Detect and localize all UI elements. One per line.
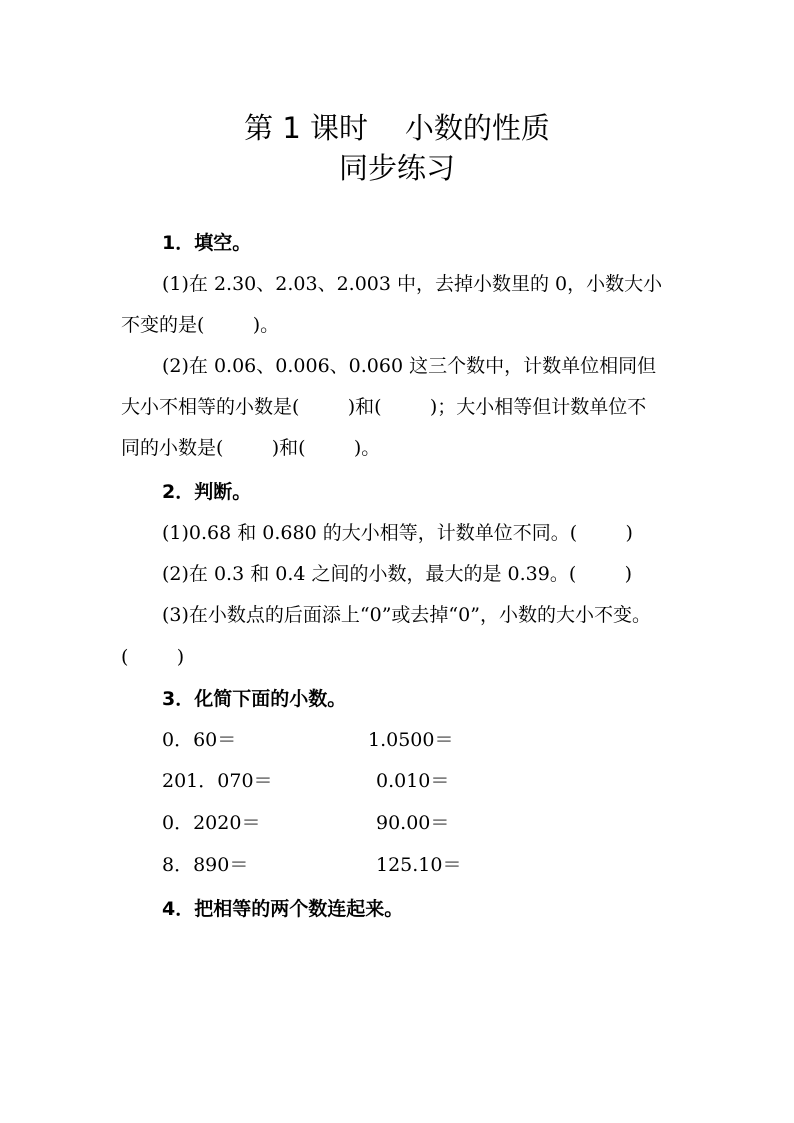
page-title: 第 1 课时 小数的性质 (244, 111, 550, 145)
question-1-part-1-line-2: 不变的是( )。 (121, 314, 280, 336)
question-2-item-3-line-1: (3)在小数点的后面添上“0”或去掉“0”，小数的大小不变。 (162, 604, 651, 626)
simplify-row-4-right: 125.10＝ (376, 854, 462, 876)
question-1-heading: 1．填空。 (162, 232, 252, 254)
simplify-row-1-left: 0．60＝ (162, 729, 237, 751)
question-2-item-3-line-2: ( ) (121, 646, 185, 668)
simplify-row-1-right: 1.0500＝ (368, 729, 454, 751)
simplify-row-2-left: 201．070＝ (162, 770, 273, 792)
simplify-row-3-left: 0．2020＝ (162, 812, 261, 834)
simplify-row-2-right: 0.010＝ (376, 770, 450, 792)
question-2-heading: 2．判断。 (162, 481, 252, 503)
question-2-item-2: (2)在 0.3 和 0.4 之间的小数，最大的是 0.39。( ) (162, 563, 632, 585)
simplify-row-4-left: 8．890＝ (162, 854, 249, 876)
question-3-heading: 3．化简下面的小数。 (162, 688, 347, 710)
question-1-part-1-line-1: (1)在 2.30、2.03、2.003 中，去掉小数里的 0，小数大小 (162, 273, 663, 295)
simplify-row-3-right: 90.00＝ (376, 812, 450, 834)
page-subtitle: 同步练习 (338, 151, 455, 185)
question-1-part-2-line-3: 同的小数是( )和( )。 (121, 437, 381, 459)
question-2-item-1: (1)0.68 和 0.680 的大小相等，计数单位不同。( ) (162, 522, 633, 544)
question-1-part-2-line-1: (2)在 0.06、0.006、0.060 这三个数中，计数单位相同但 (162, 355, 657, 377)
question-1-part-2-line-2: 大小不相等的小数是( )和( )；大小相等但计数单位不 (121, 396, 647, 418)
question-4-heading: 4．把相等的两个数连起来。 (162, 898, 404, 920)
